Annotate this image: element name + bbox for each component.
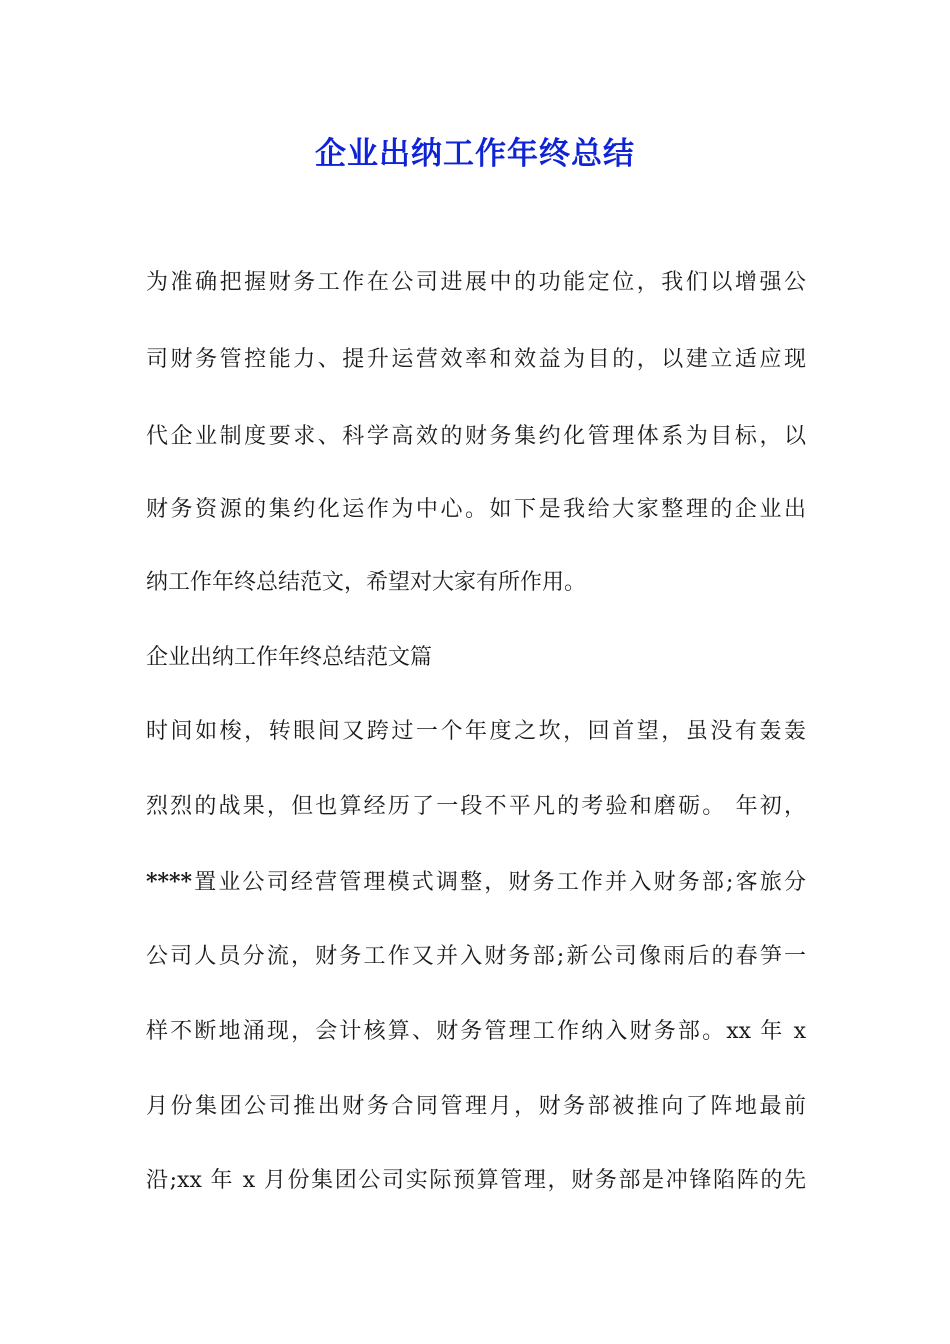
body-line: 样不断地涌现，会计核算、财务管理工作纳入财务部。xx 年 x xyxy=(146,1019,806,1044)
section-heading: 企业出纳工作年终总结范文篇 xyxy=(146,645,433,670)
intro-line: 纳工作年终总结范文，希望对大家有所作用。 xyxy=(146,570,587,595)
body-line: 沿;xx 年 x 月份集团公司实际预算管理，财务部是冲锋陷阵的先 xyxy=(146,1168,806,1193)
body-line: 月份集团公司推出财务合同管理月，财务部被推向了阵地最前 xyxy=(146,1094,806,1119)
body-line: 时间如梭，转眼间又跨过一个年度之坎，回首望，虽没有轰轰 xyxy=(146,719,806,744)
intro-line: 代企业制度要求、科学高效的财务集约化管理体系为目标，以 xyxy=(146,424,806,449)
intro-line: 为准确把握财务工作在公司进展中的功能定位，我们以增强公 xyxy=(146,270,806,295)
masked-company-name: **** xyxy=(146,869,193,895)
document-title: 企业出纳工作年终总结 xyxy=(315,136,635,172)
body-line: 烈烈的战果，但也算经历了一段不平凡的考验和磨砺。 年初， xyxy=(146,794,806,819)
body-line-text: 置业公司经营管理模式调整，财务工作并入财务部;客旅分 xyxy=(192,870,806,895)
body-line xyxy=(146,867,806,898)
intro-line: 财务资源的集约化运作为中心。如下是我给大家整理的企业出 xyxy=(146,497,806,522)
intro-line: 司财务管控能力、提升运营效率和效益为目的，以建立适应现 xyxy=(146,347,806,372)
body-line: 公司人员分流，财务工作又并入财务部;新公司像雨后的春笋一 xyxy=(146,944,806,969)
